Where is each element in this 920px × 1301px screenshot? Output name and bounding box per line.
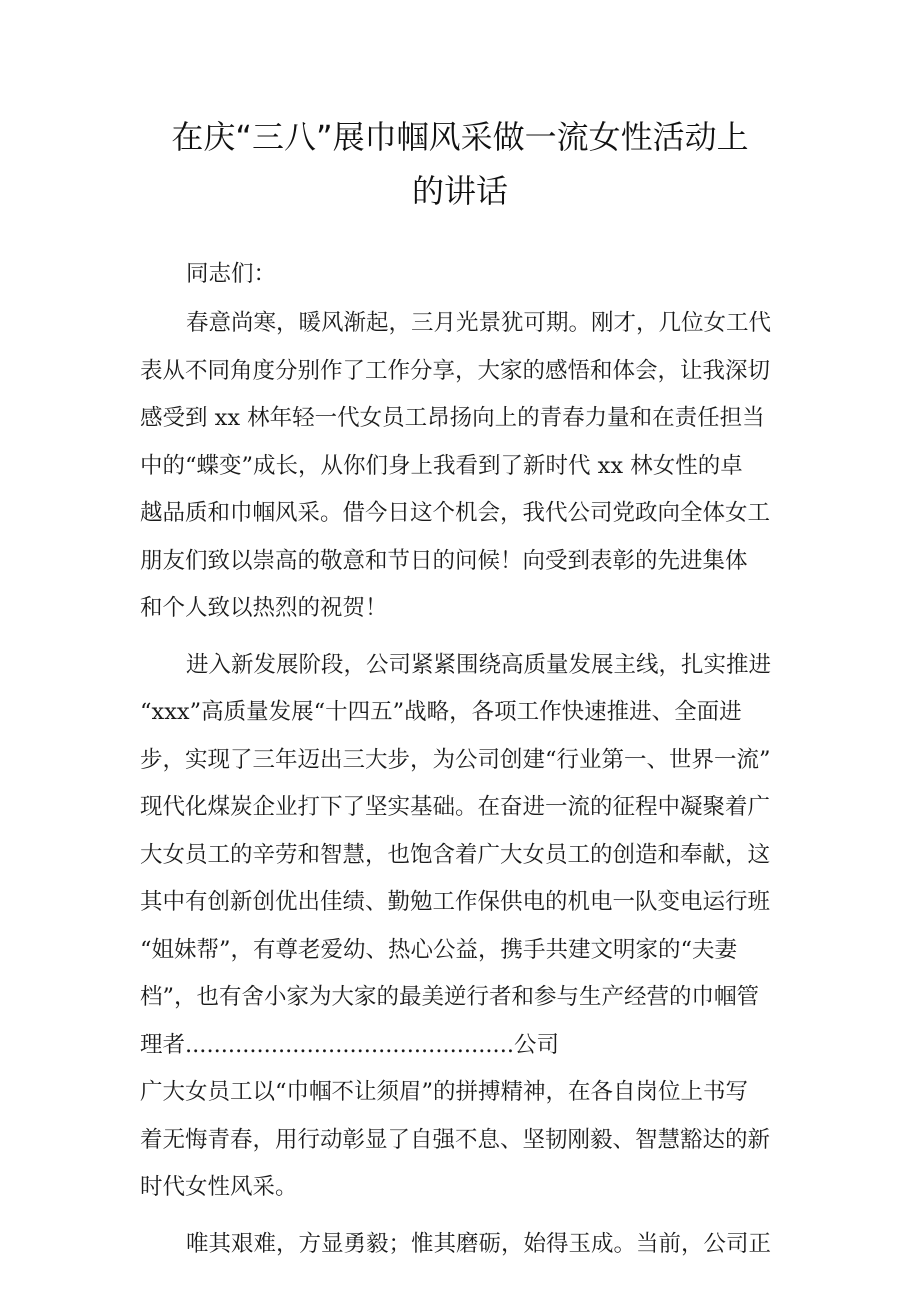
paragraph-line: 越品质和巾帼风采。借今日这个机会，我代公司党政向全体女工: [140, 500, 771, 526]
paragraph-line: 着无悔青春，用行动彰显了自强不息、坚韧刚毅、智慧豁达的新: [140, 1126, 771, 1153]
title-line: 在庆“三八”展巾帼风采做一流女性活动上: [171, 118, 749, 156]
salutation: 同志们：: [186, 261, 277, 287]
paragraph-line: 感受到 xx 林年轻一代女员工昂扬向上的青春力量和在责任担当: [140, 405, 765, 431]
paragraph-line: 唯其艰难，方显勇毅；惟其磨砺，始得玉成。当前，公司正: [186, 1230, 772, 1257]
paragraph-2: [140, 642, 785, 1212]
document-title: [0, 110, 920, 218]
paragraph-1: [140, 300, 785, 633]
paragraph-line: “姐妹帮”，有尊老爱幼、热心公益，携手共建文明家的“夫妻: [140, 936, 738, 963]
paragraph-line: 朋友们致以崇高的敬意和节日的问候！向受到表彰的先进集体: [140, 547, 748, 574]
paragraph-line: 时代女性风采。: [140, 1174, 298, 1200]
paragraph-line: 理者..............................................公司: [140, 1031, 559, 1058]
paragraph-line: “xxx”高质量发展“十四五”战略，各项工作快速推进、全面进: [140, 699, 742, 725]
paragraph-line: 档”，也有舍小家为大家的最美逆行者和参与生产经营的巾帼管: [140, 984, 760, 1010]
paragraph-line: 现代化煤炭企业打下了坚实基础。在奋进一流的征程中凝聚着广: [140, 794, 771, 820]
paragraph-line: 和个人致以热烈的祝贺！: [140, 595, 388, 621]
paragraph-gap: [140, 1212, 785, 1221]
paragraph-line: 中的“蝶变”成长，从你们身上我看到了新时代 xx 林女性的卓: [140, 452, 743, 479]
paragraph-line: 步，实现了三年迈出三大步，为公司创建“行业第一、世界一流”: [140, 746, 771, 773]
document-body: [140, 248, 785, 1268]
paragraph-gap: [140, 633, 785, 642]
paragraph-line: 表从不同角度分别作了工作分享，大家的感悟和体会，让我深切: [140, 357, 771, 384]
paragraph-line: 春意尚寒，暖风渐起，三月光景犹可期。刚才，几位女工代: [186, 310, 772, 336]
paragraph-line: 其中有创新创优出佳绩、勤勉工作保供电的机电一队变电运行班: [140, 889, 771, 915]
title-line: 的讲话: [411, 172, 508, 210]
paragraph-line: 进入新发展阶段，公司紧紧围绕高质量发展主线，扎实推进: [186, 651, 772, 678]
paragraph-3: [140, 1221, 785, 1269]
paragraph-line: 大女员工的辛劳和智慧，也饱含着广大女员工的创造和奉献，这: [140, 841, 771, 868]
paragraph-line: 广大女员工以“巾帼不让须眉”的拼搏精神，在各自岗位上书写: [140, 1079, 749, 1105]
